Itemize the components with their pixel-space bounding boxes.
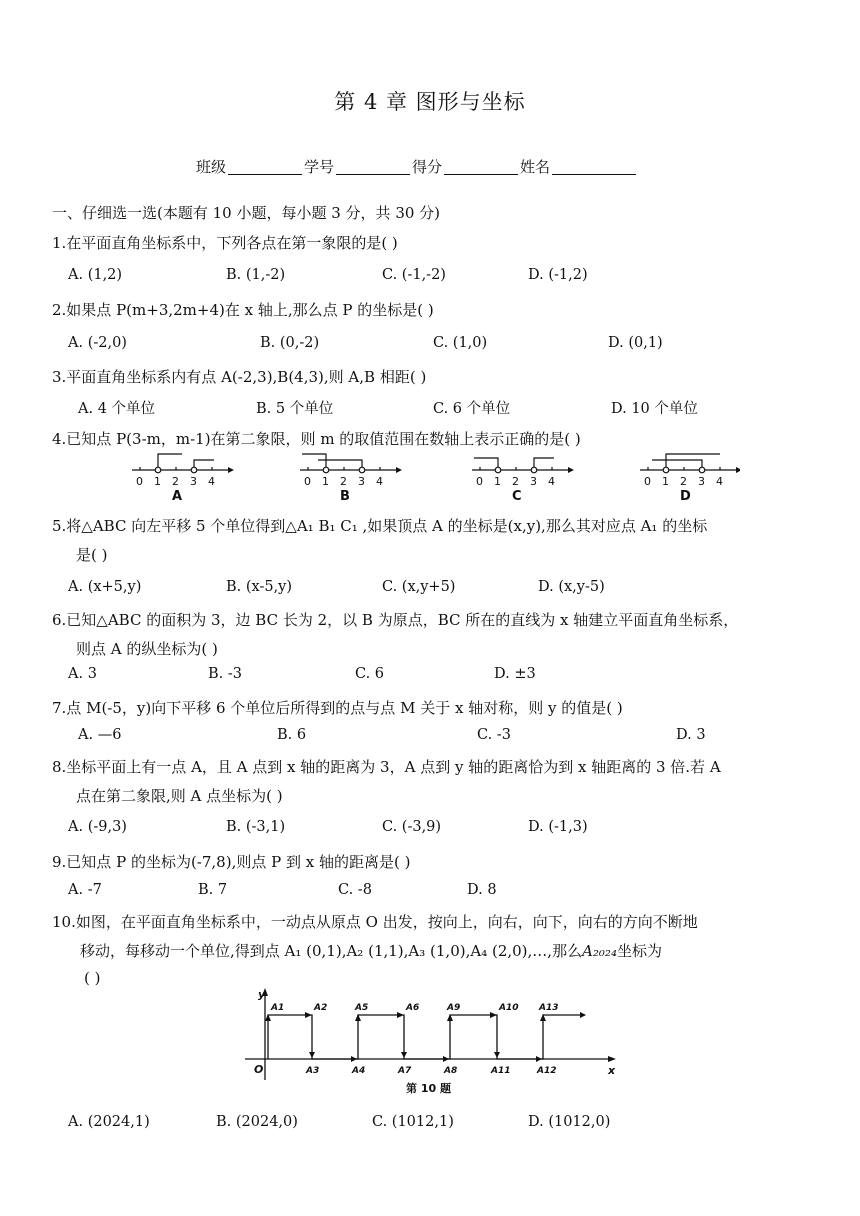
- q5-option-d[interactable]: D. (x,y-5): [538, 579, 605, 595]
- q4b-tick-2: 2: [340, 475, 347, 488]
- q9-option-d[interactable]: D. 8: [467, 882, 497, 898]
- number-blank[interactable]: [336, 158, 410, 175]
- q2-option-c[interactable]: C. (1,0): [433, 335, 488, 351]
- q4c-tick-4: 4: [548, 475, 555, 488]
- q4d-tick-2: 2: [680, 475, 687, 488]
- q10-caption: 第 10 题: [406, 1082, 451, 1095]
- q2-option-a[interactable]: A. (-2,0): [68, 335, 127, 351]
- q7-option-a[interactable]: A. —6: [78, 727, 122, 743]
- q9-option-a[interactable]: A. -7: [68, 882, 102, 898]
- point-a3: A3: [306, 1066, 320, 1076]
- q9-option-c[interactable]: C. -8: [338, 882, 372, 898]
- y-axis-label: y: [258, 988, 266, 1001]
- q4-number-line-a[interactable]: [132, 454, 234, 504]
- point-a7: A7: [398, 1066, 412, 1076]
- q3-option-a[interactable]: A. 4 个单位: [78, 401, 156, 417]
- q4-number-line-c[interactable]: [472, 458, 574, 504]
- q8-option-c[interactable]: C. (-3,9): [382, 819, 442, 835]
- point-a2: A2: [314, 1003, 328, 1013]
- q4d-tick-1: 1: [662, 475, 669, 488]
- score-label: 得分: [412, 158, 443, 176]
- q3-option-c[interactable]: C. 6 个单位: [433, 401, 511, 417]
- q6-option-a[interactable]: A. 3: [68, 666, 97, 682]
- q4c-tick-2: 2: [512, 475, 519, 488]
- q4-label-c: C: [512, 489, 522, 504]
- q9-option-b[interactable]: B. 7: [198, 882, 228, 898]
- q6-option-d[interactable]: D. ±3: [494, 666, 536, 682]
- q4b-tick-4: 4: [376, 475, 383, 488]
- q4-label-a: A: [172, 489, 183, 504]
- q7-stem: 7.点 M(-5，y)向下平移 6 个单位后所得到的点与点 M 关于 x 轴对称，则 y 的值是( ): [52, 699, 623, 717]
- name-label: 姓名: [520, 158, 551, 176]
- student-info: [196, 156, 638, 177]
- q4-stem: 4.已知点 P(3-m，m-1)在第二象限，则 m 的取值范围在数轴上表示正确的是( ): [52, 430, 581, 448]
- point-a4: A4: [352, 1066, 366, 1076]
- q10-option-a[interactable]: A. (2024,1): [68, 1114, 150, 1130]
- q4d-tick-4: 4: [716, 475, 723, 488]
- q4a-tick-4: 4: [208, 475, 215, 488]
- q6-option-c[interactable]: C. 6: [355, 666, 385, 682]
- q8-option-d[interactable]: D. (-1,3): [528, 819, 588, 835]
- point-a6: A6: [406, 1003, 420, 1013]
- q5-option-c[interactable]: C. (x,y+5): [382, 579, 456, 595]
- q5-stem-line1: 5.将△ABC 向左平移 5 个单位得到△A₁ B₁ C₁ ,如果顶点 A 的坐标是(x,y),那么其对应点 A₁ 的坐标: [52, 517, 708, 535]
- q5-option-a[interactable]: A. (x+5,y): [68, 579, 142, 595]
- q4a-tick-1: 1: [154, 475, 161, 488]
- q4-number-lines: [120, 448, 740, 506]
- q10-target-point: A₂₀₂₄: [582, 942, 617, 960]
- point-a5: A5: [355, 1003, 369, 1013]
- q5-option-b[interactable]: B. (x-5,y): [226, 579, 293, 595]
- class-blank[interactable]: [228, 158, 302, 175]
- q10-figure: [240, 988, 620, 1098]
- q4a-tick-3: 3: [190, 475, 197, 488]
- class-label: 班级: [196, 158, 227, 176]
- q4a-tick-2: 2: [172, 475, 179, 488]
- q8-stem-line1: 8.坐标平面上有一点 A，且 A 点到 x 轴的距离为 3，A 点到 y 轴的距离恰为到 x 轴距离的 3 倍.若 A: [52, 758, 721, 776]
- q1-stem: 1.在平面直角坐标系中，下列各点在第一象限的是( ): [52, 234, 398, 252]
- point-a12: A12: [537, 1066, 557, 1076]
- name-blank[interactable]: [552, 158, 636, 175]
- q1-option-a[interactable]: A. (1,2): [68, 267, 123, 283]
- q4-label-b: B: [340, 489, 350, 504]
- x-axis-arrow: [608, 1056, 616, 1062]
- point-a10: A10: [499, 1003, 519, 1013]
- point-a9: A9: [447, 1003, 461, 1013]
- q1-option-b[interactable]: B. (1,-2): [226, 267, 286, 283]
- q4c-tick-3: 3: [530, 475, 537, 488]
- q3-option-d[interactable]: D. 10 个单位: [611, 401, 698, 417]
- q4-number-line-b[interactable]: [300, 454, 402, 504]
- q2-stem: 2.如果点 P(m+3,2m+4)在 x 轴上,那么点 P 的坐标是( ): [52, 301, 434, 319]
- q4d-tick-0: 0: [644, 475, 651, 488]
- q4b-tick-3: 3: [358, 475, 365, 488]
- q4c-tick-1: 1: [494, 475, 501, 488]
- q4b-tick-1: 1: [322, 475, 329, 488]
- q6-option-b[interactable]: B. -3: [208, 666, 242, 682]
- q6-stem-line1: 6.已知△ABC 的面积为 3，边 BC 长为 2，以 B 为原点，BC 所在的直线为 x 轴建立平面直角坐标系，: [52, 611, 739, 629]
- q7-option-b[interactable]: B. 6: [277, 727, 307, 743]
- q8-option-a[interactable]: A. (-9,3): [68, 819, 127, 835]
- number-label: 学号: [304, 158, 335, 176]
- q9-stem: 9.已知点 P 的坐标为(-7,8),则点 P 到 x 轴的距离是( ): [52, 853, 411, 871]
- origin-label: O: [254, 1063, 264, 1076]
- q2-option-d[interactable]: D. (0,1): [608, 335, 663, 351]
- q10-stem-text: 移动，每移动一个单位,得到点 A₁ (0,1),A₂ (1,1),A₃ (1,0),A₄ (2,0),…,那么: [80, 942, 583, 960]
- q1-option-c[interactable]: C. (-1,-2): [382, 267, 446, 283]
- q10-stem-line1: 10.如图，在平面直角坐标系中，一动点从原点 O 出发，按向上，向右，向下，向右的方向不断地: [52, 913, 698, 931]
- page-title: 第 4 章 图形与坐标: [334, 90, 526, 114]
- q2-option-b[interactable]: B. (0,-2): [260, 335, 320, 351]
- q1-option-d[interactable]: D. (-1,2): [528, 267, 588, 283]
- section-heading: 一、仔细选一选(本题有 10 小题，每小题 3 分，共 30 分): [52, 204, 441, 222]
- q10-option-b[interactable]: B. (2024,0): [216, 1114, 298, 1130]
- q4d-tick-3: 3: [698, 475, 705, 488]
- q10-stem-line3: ( ): [84, 969, 101, 987]
- point-a8: A8: [444, 1066, 458, 1076]
- q8-stem-line2: 点在第二象限,则 A 点坐标为( ): [76, 787, 283, 805]
- q10-option-d[interactable]: D. (1012,0): [528, 1114, 611, 1130]
- q4b-tick-0: 0: [304, 475, 311, 488]
- q3-option-b[interactable]: B. 5 个单位: [256, 401, 334, 417]
- q8-option-b[interactable]: B. (-3,1): [226, 819, 286, 835]
- q4-number-line-d[interactable]: [640, 454, 740, 504]
- q5-stem-line2: 是( ): [76, 546, 108, 564]
- point-a11: A11: [491, 1066, 511, 1076]
- q4c-tick-0: 0: [476, 475, 483, 488]
- q7-option-c[interactable]: C. -3: [477, 727, 511, 743]
- q7-option-d[interactable]: D. 3: [676, 727, 706, 743]
- score-blank[interactable]: [444, 158, 518, 175]
- q10-option-c[interactable]: C. (1012,1): [372, 1114, 454, 1130]
- q4-label-d: D: [680, 489, 691, 504]
- point-a1: A1: [271, 1003, 285, 1013]
- q4a-tick-0: 0: [136, 475, 143, 488]
- x-axis-label: x: [608, 1064, 616, 1077]
- q10-stem-suffix: 坐标为: [616, 942, 662, 960]
- q10-motion-path: [268, 1015, 585, 1059]
- q6-stem-line2: 则点 A 的纵坐标为( ): [76, 640, 218, 658]
- q10-stem-line2: [80, 940, 662, 961]
- point-a13: A13: [539, 1003, 559, 1013]
- q3-stem: 3.平面直角坐标系内有点 A(-2,3),B(4,3),则 A,B 相距( ): [52, 368, 427, 386]
